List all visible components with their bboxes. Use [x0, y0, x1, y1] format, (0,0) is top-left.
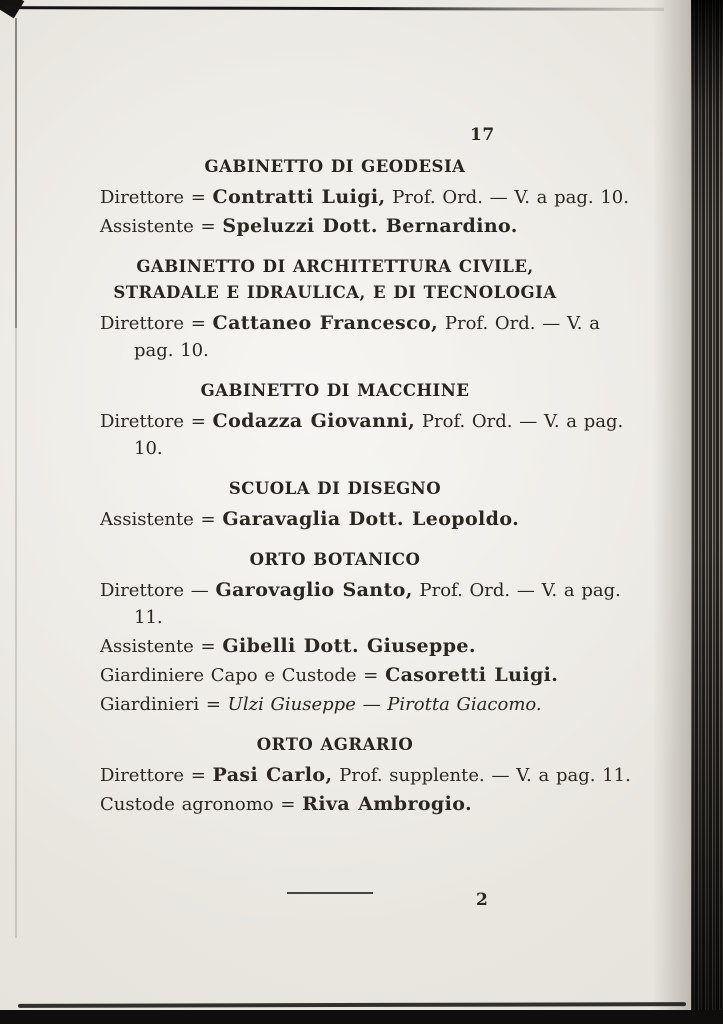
- directory-entry: [100, 213, 640, 240]
- entry-role: Giardinieri =: [100, 694, 221, 715]
- book-fore-edge-pages: [691, 0, 723, 1024]
- directory-entry: [100, 506, 640, 533]
- entry-name: Riva Ambrogio.: [302, 793, 472, 815]
- directory-entry: [100, 408, 640, 462]
- entry-name: Pasi Carlo,: [212, 764, 333, 786]
- entry-role: Giardiniere Capo e Custode =: [100, 665, 379, 686]
- section-heading: [100, 154, 570, 180]
- section-scuola-disegno: [100, 476, 640, 533]
- section-gabinetto-macchine: [100, 378, 640, 462]
- heading-line: GABINETTO DI MACCHINE: [200, 381, 470, 400]
- heading-line: ORTO AGRARIO: [256, 735, 414, 754]
- heading-line: SCUOLA DI DISEGNO: [228, 479, 442, 498]
- section-heading: [100, 254, 570, 306]
- entry-name: Casoretti Luigi.: [385, 664, 559, 686]
- entry-role: Direttore =: [100, 765, 206, 786]
- section-gabinetto-architettura: [100, 254, 640, 364]
- directory-entry: [100, 691, 640, 718]
- heading-line: STRADALE E IDRAULICA, E DI TECNOLOGIA: [113, 283, 557, 302]
- entry-name: Contratti Luigi,: [212, 186, 386, 208]
- section-heading: [100, 476, 570, 502]
- section-orto-botanico: [100, 547, 640, 718]
- heading-line: ORTO BOTANICO: [249, 550, 421, 569]
- scan-bottom-edge: [0, 1010, 723, 1024]
- directory-entry: [100, 633, 640, 660]
- entry-role: Custode agronomo =: [100, 794, 296, 815]
- page-curvature-shadow: [653, 0, 691, 1024]
- entry-detail: Prof. Ord. — V. a pag. 10.: [392, 187, 629, 208]
- page-content: [100, 140, 640, 820]
- entry-detail: Prof. supplente. — V. a pag. 11.: [339, 765, 631, 786]
- entry-detail: Prof. Ord. — V. a pag. 10.: [134, 411, 624, 459]
- entry-role: Assistente =: [100, 509, 216, 530]
- entry-detail: Prof. Ord. — V. a pag. 10.: [134, 313, 600, 361]
- directory-entry: [100, 662, 640, 689]
- entry-role: Assistente =: [100, 216, 216, 237]
- entry-role: Direttore =: [100, 411, 206, 432]
- entry-name: Garavaglia Dott. Leopoldo.: [222, 508, 520, 530]
- section-end-rule: [287, 892, 373, 894]
- section-heading: [100, 732, 570, 758]
- left-margin-line: [15, 18, 17, 328]
- entry-role: Direttore —: [100, 580, 209, 601]
- scan-top-edge-line: [4, 6, 664, 11]
- signature-mark: 2: [476, 890, 488, 910]
- section-gabinetto-geodesia: [100, 154, 640, 240]
- entry-role: Direttore =: [100, 313, 206, 334]
- entry-name: Ulzi Giuseppe — Pirotta Giacomo.: [227, 694, 542, 715]
- entry-role: Assistente =: [100, 636, 216, 657]
- entry-name: Gibelli Dott. Giuseppe.: [222, 635, 476, 657]
- heading-line: GABINETTO DI GEODESIA: [204, 157, 466, 176]
- directory-entry: [100, 577, 640, 631]
- entry-detail: Prof. Ord. — V. a pag. 11.: [134, 580, 621, 628]
- scan-bottom-edge-line: [18, 1002, 686, 1008]
- left-margin-line-faint: [15, 328, 17, 938]
- directory-entry: [100, 791, 640, 818]
- directory-entry: [100, 310, 640, 364]
- directory-entry: [100, 184, 640, 211]
- section-orto-agrario: [100, 732, 640, 818]
- heading-line: GABINETTO DI ARCHITETTURA CIVILE,: [136, 257, 534, 276]
- directory-entry: [100, 762, 640, 789]
- section-heading: [100, 547, 570, 573]
- entry-role: Direttore =: [100, 187, 206, 208]
- entry-name: Speluzzi Dott. Bernardino.: [222, 215, 518, 237]
- section-heading: [100, 378, 570, 404]
- entry-name: Codazza Giovanni,: [212, 410, 416, 432]
- page-number: 17: [470, 125, 495, 145]
- entry-name: Cattaneo Francesco,: [212, 312, 439, 334]
- entry-name: Garovaglio Santo,: [215, 579, 413, 601]
